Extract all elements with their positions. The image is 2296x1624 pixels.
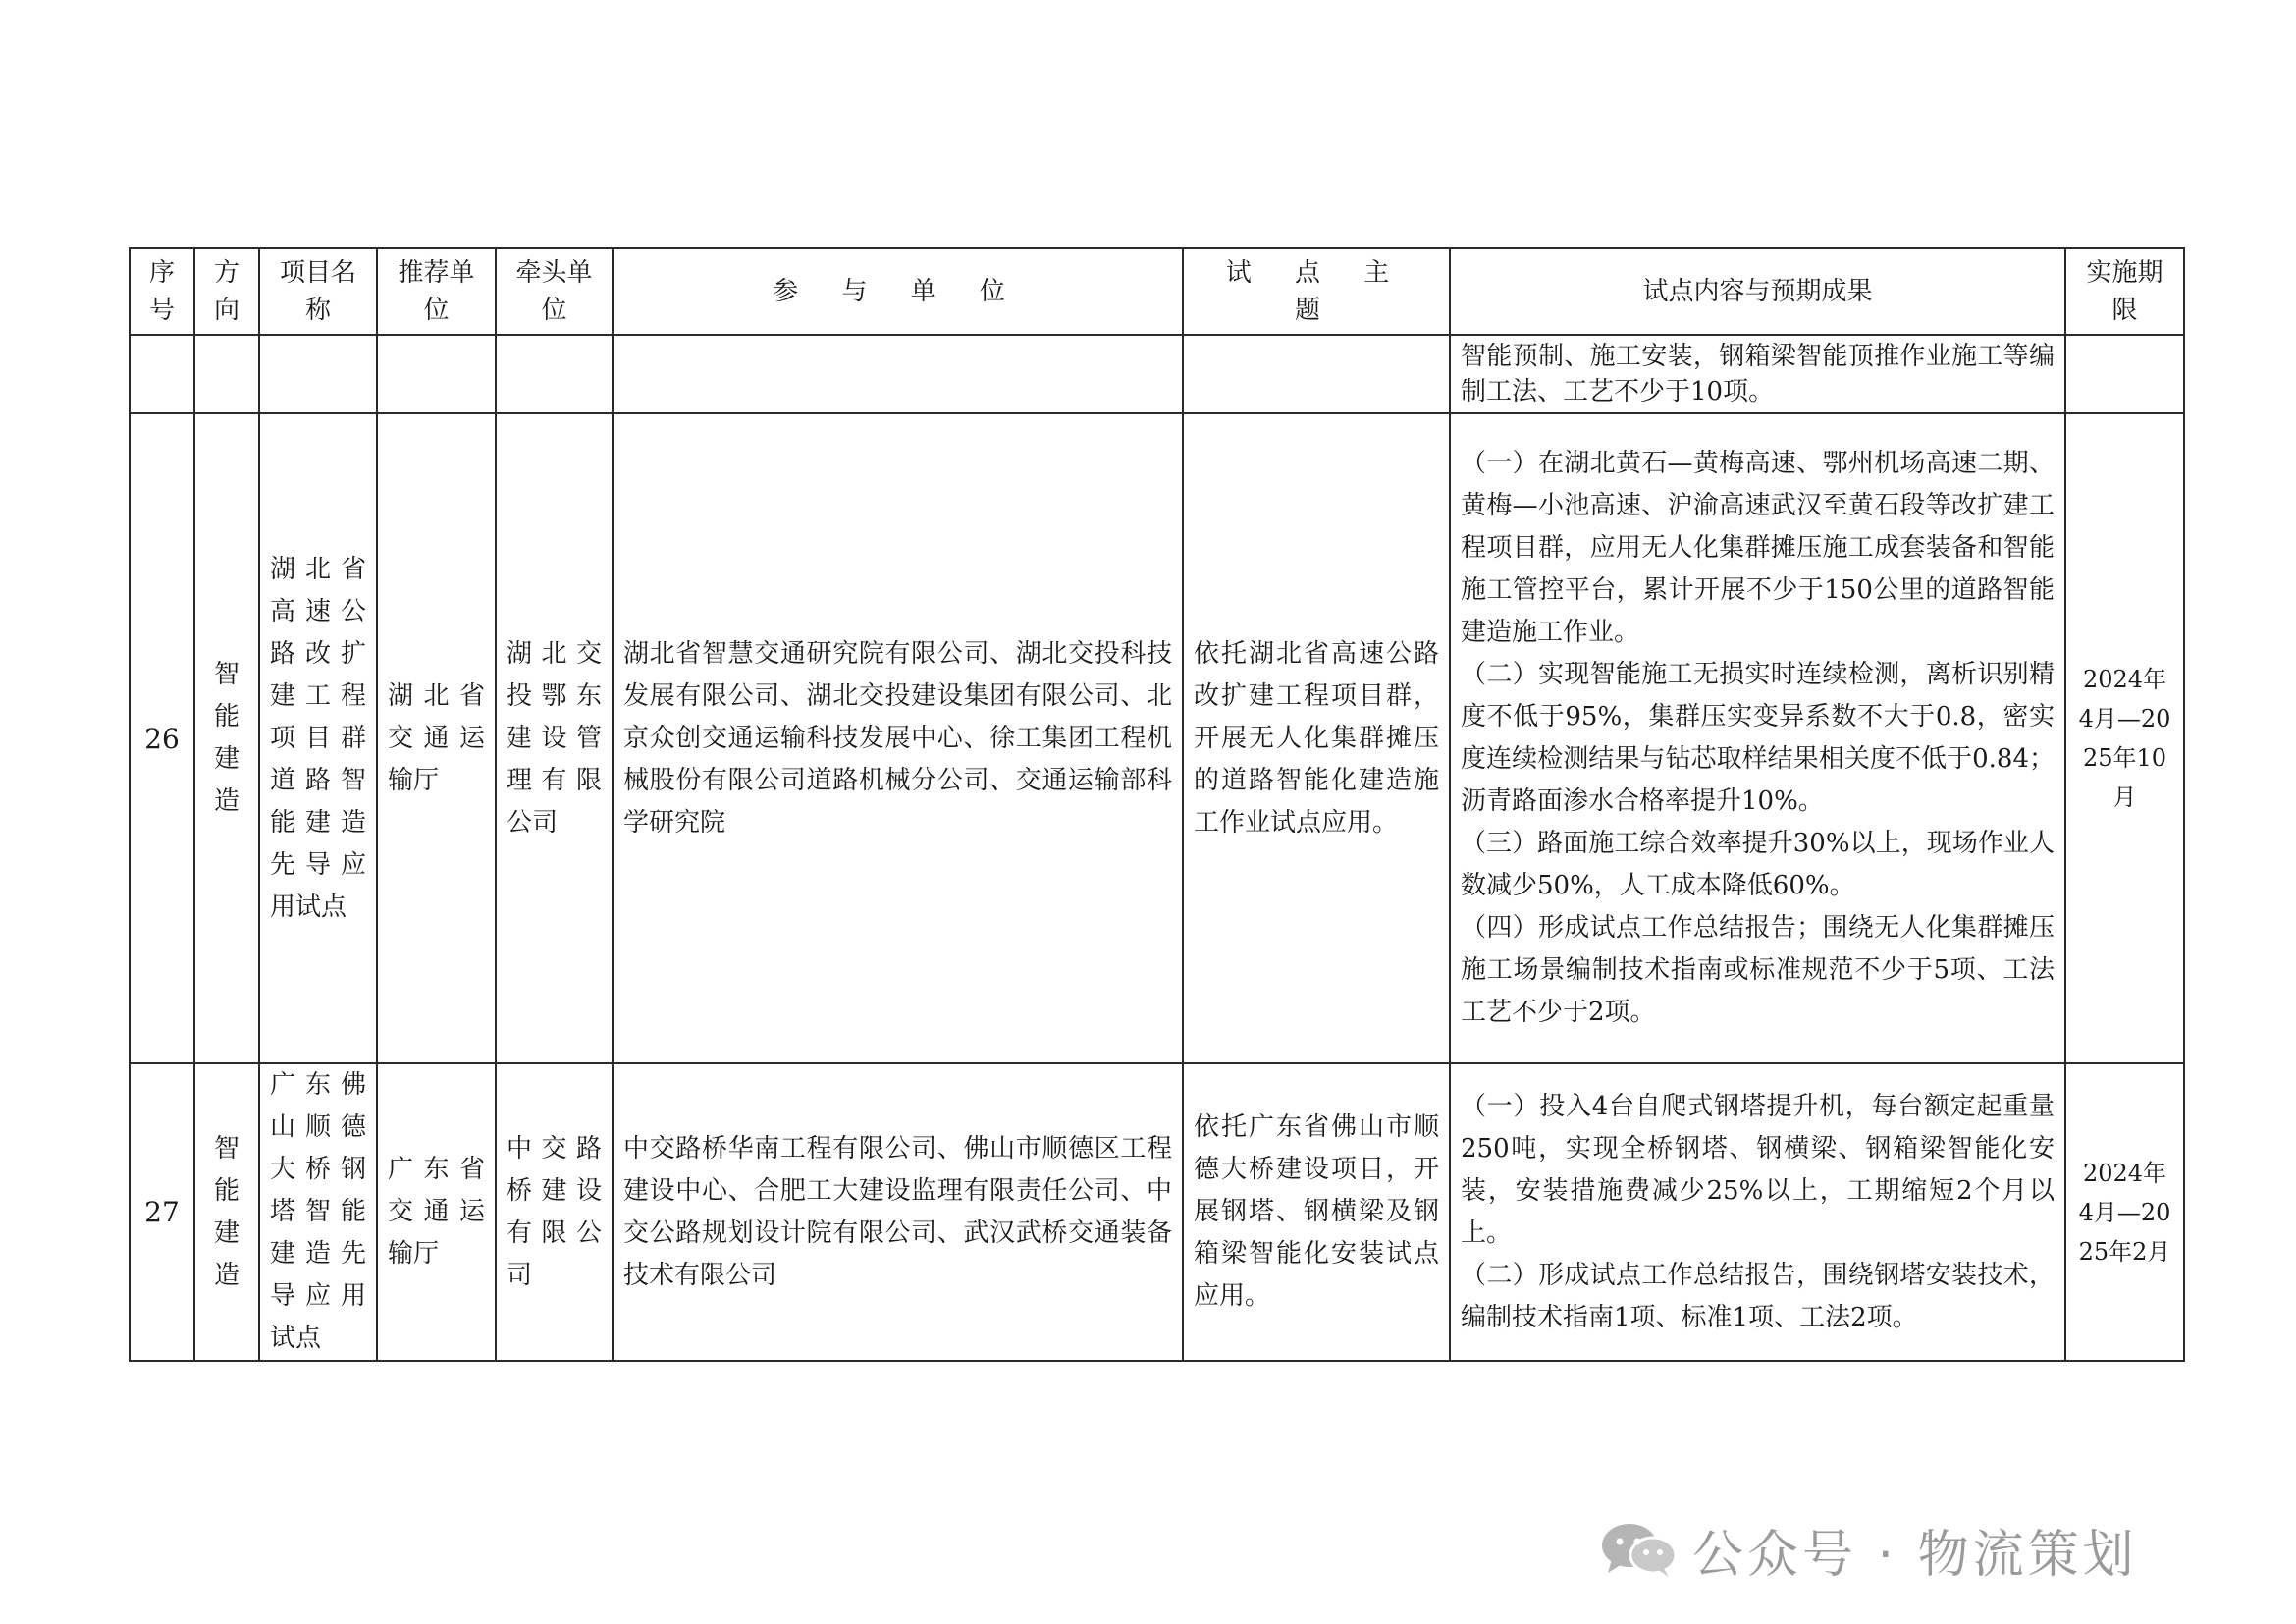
content-paragraph: （一）投入4台自爬式钢塔提升机，每台额定起重量250吨，实现全桥钢塔、钢横梁、钢箱梁智能化安装，安装措施费减少25%以上，工期缩短2个月以上。 bbox=[1461, 1091, 2055, 1248]
row-recommender: 湖北省交通运输厅 bbox=[377, 413, 496, 1063]
row-theme: 依托广东省佛山市顺德大桥建设项目，开展钢塔、钢横梁及钢箱梁智能化安装试点应用。 bbox=[1183, 1063, 1450, 1361]
content-paragraph: （三）路面施工综合效率提升30%以上，现场作业人数减少50%，人工成本降低60%。 bbox=[1461, 829, 2055, 900]
row-seq: 26 bbox=[130, 413, 194, 1063]
content-paragraph: （二）实现智能施工无损实时连续检测，离析识别精度不低于95%，集群压实变异系数不大于0.8，密实度连续检测结果与钻芯取样结果相关度不低于0.84；沥青路面渗水合格率提升10%。 bbox=[1461, 660, 2055, 816]
row-recommender bbox=[377, 335, 496, 413]
row-project: 湖北省高速公路改扩建工程项目群道路智能建造先导应用试点 bbox=[259, 413, 377, 1063]
row-recommender: 广东省交通运输厅 bbox=[377, 1063, 496, 1361]
row-lead bbox=[496, 335, 613, 413]
table-row bbox=[130, 1063, 2184, 1361]
wechat-icon bbox=[1598, 1520, 1679, 1579]
row-direction: 智能建造 bbox=[194, 1063, 259, 1361]
header-project: 项目名称 bbox=[259, 248, 377, 335]
row-lead: 湖北交投鄂东建设管理有限公司 bbox=[496, 413, 613, 1063]
header-period: 实施期限 bbox=[2065, 248, 2184, 335]
table-row bbox=[130, 413, 2184, 1063]
header-participants: 参 与 单 位 bbox=[613, 248, 1183, 335]
row-seq bbox=[130, 335, 194, 413]
watermark bbox=[1598, 1510, 2138, 1589]
content-paragraph: 智能预制、施工安装，钢箱梁智能顶推作业施工等编制工法、工艺不少于10项。 bbox=[1461, 342, 2055, 406]
content-paragraph: （二）形成试点工作总结报告，围绕钢塔安装技术，编制技术指南1项、标准1项、工法2项。 bbox=[1461, 1260, 2055, 1332]
content-paragraph: （四）形成试点工作总结报告；围绕无人化集群摊压施工场景编制技术指南或标准规范不少于5项、工法工艺不少于2项。 bbox=[1461, 913, 2055, 1027]
row-theme bbox=[1183, 335, 1450, 413]
header-lead: 牵头单位 bbox=[496, 248, 613, 335]
row-period bbox=[2065, 335, 2184, 413]
row-period: 2024年4月—2025年10月 bbox=[2065, 413, 2184, 1063]
table-row bbox=[130, 335, 2184, 413]
row-seq: 27 bbox=[130, 1063, 194, 1361]
header-theme: 试 点 主 题 bbox=[1183, 248, 1450, 335]
table-header-row bbox=[130, 248, 2184, 335]
pilot-projects-table bbox=[129, 247, 2185, 1362]
watermark-text: 公众号 · 物流策划 bbox=[1692, 1525, 2138, 1585]
content-paragraph: （一）在湖北黄石—黄梅高速、鄂州机场高速二期、黄梅—小池高速、沪渝高速武汉至黄石段等改扩建工程项目群，应用无人化集群摊压施工成套装备和智能施工管控平台，累计开展不少于150公里的道路智能建造施工作业。 bbox=[1461, 449, 2055, 647]
row-content bbox=[1450, 1063, 2065, 1361]
row-theme: 依托湖北省高速公路改扩建工程项目群，开展无人化集群摊压的道路智能化建造施工作业试点应用。 bbox=[1183, 413, 1450, 1063]
header-direction: 方向 bbox=[194, 248, 259, 335]
header-recommender: 推荐单位 bbox=[377, 248, 496, 335]
row-participants: 湖北省智慧交通研究院有限公司、湖北交投科技发展有限公司、湖北交投建设集团有限公司、北京众创交通运输科技发展中心、徐工集团工程机械股份有限公司道路机械分公司、交通运输部科学研究院 bbox=[613, 413, 1183, 1063]
header-seq: 序号 bbox=[130, 248, 194, 335]
row-project bbox=[259, 335, 377, 413]
row-direction: 智能建造 bbox=[194, 413, 259, 1063]
row-lead: 中交路桥建设有限公司 bbox=[496, 1063, 613, 1361]
row-direction bbox=[194, 335, 259, 413]
row-period: 2024年4月—2025年2月 bbox=[2065, 1063, 2184, 1361]
header-content: 试点内容与预期成果 bbox=[1450, 248, 2065, 335]
row-participants bbox=[613, 335, 1183, 413]
row-project: 广东佛山顺德大桥钢塔智能建造先导应用试点 bbox=[259, 1063, 377, 1361]
row-content bbox=[1450, 335, 2065, 413]
row-participants: 中交路桥华南工程有限公司、佛山市顺德区工程建设中心、合肥工大建设监理有限责任公司、中交公路规划设计院有限公司、武汉武桥交通装备技术有限公司 bbox=[613, 1063, 1183, 1361]
row-content bbox=[1450, 413, 2065, 1063]
